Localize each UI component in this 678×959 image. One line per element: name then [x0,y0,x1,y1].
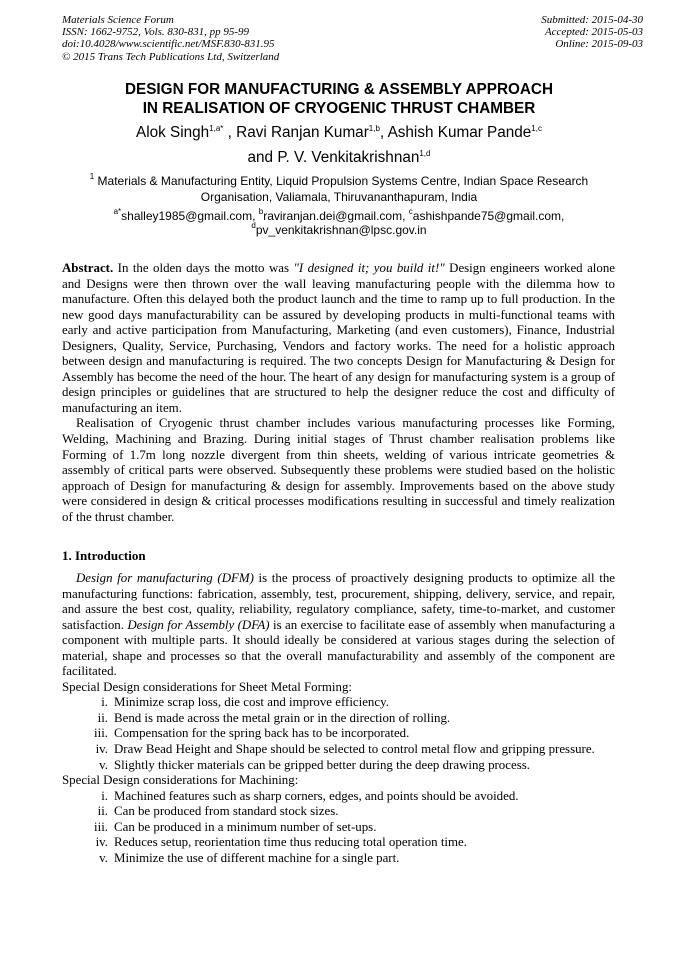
abstract-text: In the olden days the motto was [113,261,294,275]
author-affil-sup: 1,d [419,149,431,158]
list-text: Reduces setup, reorientation time thus reducing total operation time. [114,835,467,850]
author-line-2 [62,145,616,170]
email-link[interactable]: ashishpande75@gmail.com [412,209,562,223]
list-number: iv. [95,835,108,850]
paper-title [62,80,616,118]
list-item [62,742,615,758]
list-number: ii. [97,710,108,725]
machining-list [62,789,615,867]
affiliation [62,174,616,205]
affiliation-sup: 1 [89,172,95,181]
email-sup: d [251,221,256,230]
accepted-date: Accepted: 2015-05-03 [544,26,643,39]
list-text: Minimize scrap loss, die cost and improve efficiency. [114,695,389,710]
list-text: Minimize the use of different machine for a single part. [114,850,400,865]
email-sup: b [258,207,264,216]
author-line-1: Alok Singh$^{1,a*}$ , Ravi Ranjan Kumar$^{1,b}$, Ashish Kumar Pande$^{1,c}$ [136,124,542,141]
list-text: Can be produced from standard stock sizes. [114,804,339,819]
abstract-label: Abstract. [62,261,114,275]
author-affil-sup: 1,a* [209,124,224,133]
list-item [62,758,615,774]
list-item [62,851,615,867]
list-item [62,695,615,711]
sheet-metal-list [62,695,615,773]
author-name: P. V. Venkitakrishnan [277,149,420,166]
list-item [62,804,615,820]
list-item [62,820,615,836]
abstract-motto-quote: "I designed it; you build it!" [293,261,445,275]
author-list [62,120,616,170]
list-item [62,789,615,805]
list-number: i. [101,788,108,803]
list-text: Draw Bead Height and Shape should be selected to control metal flow and gripping pressure. [114,742,595,757]
list-item [62,835,615,851]
copyright-line: © 2015 Trans Tech Publications Ltd, Switzerland [62,50,280,63]
journal-name: Materials Science Forum [62,14,174,26]
list-text: Machined features such as sharp corners, edges, and points should be avoided. [114,788,519,803]
machining-heading: Special Design considerations for Machining: [62,773,299,788]
dfm-term: Design for manufacturing (DFM) [76,571,254,585]
email-link[interactable]: shalley1985@gmail.com [121,209,253,223]
title-line-1: DESIGN FOR MANUFACTURING & ASSEMBLY APPROACH [124,81,554,98]
list-number: iii. [94,726,108,741]
author-name: Ravi Ranjan Kumar [236,124,369,141]
list-text: Bend is made across the metal grain or in the direction of rolling. [114,710,451,725]
abstract-text: Design engineers worked alone and Designs were then thrown over the wall leaving manufacturing people with the dilemma how to manufacture. Often this delayed both the product launch and the time to ramp up to full production. In the new good days manufacturability can be assured by developing products in multi-functional teams with early and active participation from Manufacturing, Marketing (and even customers), Finance, Industrial Designers, Quality, Service, Purchasing, Vendors and factory works. The need for a holistic approach between design and manufacturing is required. The two concepts Design for Manufacturing & Design for Assembly has become the need of the hour. The heart of any design for manufacturing system is a group of design principles or guidelines that are structured to help the designer reduce the cost and difficulty of manufacturing an item. [62,261,615,415]
email-link[interactable]: pv_venkitakrishnan@lpsc.gov.in [255,223,427,237]
journal-header [62,14,279,63]
author-name: Ashish Kumar Pande [387,124,532,141]
doi-line: doi:10.4028/www.scientific.net/MSF.830-831.95 [62,38,275,51]
author-affil-sup: 1,c [531,124,542,133]
list-number: ii. [97,804,108,819]
dfa-term: Design for Assembly (DFA) [127,617,270,632]
list-number: iv. [95,742,108,757]
abstract-paragraph-2: Realisation of Cryogenic thrust chamber includes various manufacturing processes like Forming, Welding, Machining and Brazing. During initial stages of Thrust chamber realisation problems like Forming of 1.7m long nozzle divergent from thin sheets, welding of various intricate geometries & assembly of critical parts were observed. Subsequently these problems were studied based on the holistic approach of Design for manufacturing & design for assembly. Improvements based on the above study were considered in design & critical processes modifications resulting in successful and timely realization of the thrust chamber. [62,416,615,524]
author-affil-sup: 1,b [368,124,380,133]
list-number: iii. [94,819,108,834]
list-text: Compensation for the spring back has to be incorporated. [114,726,410,741]
affiliation-line-1: Materials & Manufacturing Entity, Liquid Propulsion Systems Centre, Indian Space Research [97,174,589,188]
list-text: Slightly thicker materials can be gripped better during the deep drawing process. [114,757,530,772]
email-sup: c [408,207,413,216]
list-item [62,726,615,742]
list-item [62,711,615,727]
authors-joiner: and [247,149,274,166]
list-number: i. [101,695,108,710]
email-link[interactable]: raviranjan.dei@gmail.com [263,209,403,223]
author-name: Alok Singh [136,124,210,141]
list-text: Can be produced in a minimum number of set-ups. [114,819,377,834]
intro-text: is the process of proactively designing products to optimize all the manufacturing functions: fabrication, assembly, test, procurement, shipping, delivery, service, and repair, and assure the best cost, quality, reliability, regulatory compliance, safety, time-to-market, and customer satisfaction. [62,571,615,632]
abstract-paragraph-1 [62,261,615,416]
online-date: Online: 2015-09-03 [555,38,643,51]
introduction-section [62,571,615,866]
dates-header [541,14,643,51]
abstract-section [62,261,615,525]
list-number: v. [99,757,108,772]
sheet-metal-heading: Special Design considerations for Sheet Metal Forming: [62,679,352,694]
title-line-2: IN REALISATION OF CRYOGENIC THRUST CHAMBER [142,100,536,117]
section-heading-introduction: 1. Introduction [62,548,146,563]
email-list: $^{a*}$shalley1985@gmail.com, $^b$raviranjan.dei@gmail.com, $^c$ashishpande75@gmail.com, $^d$pv_venkitakrishnan@lpsc.gov.in [113,207,565,237]
intro-paragraph-1 [62,571,615,680]
issn-line: ISSN: 1662-9752, Vols. 830-831, pp 95-99 [62,26,249,39]
list-number: v. [99,850,108,865]
affiliation-line-2: Organisation, Valiamala, Thiruvananthapuram, India [200,189,478,204]
intro-text: is an exercise to facilitate ease of assembly when manufacturing a component with multiple parts. It should ideally be considered at various stages during the selection of material, shape and processes so that the overall manufacturability and assembly of the component are facilitated. [62,617,615,679]
submitted-date: Submitted: 2015-04-30 [541,14,643,26]
email-sup: a* [113,207,122,216]
